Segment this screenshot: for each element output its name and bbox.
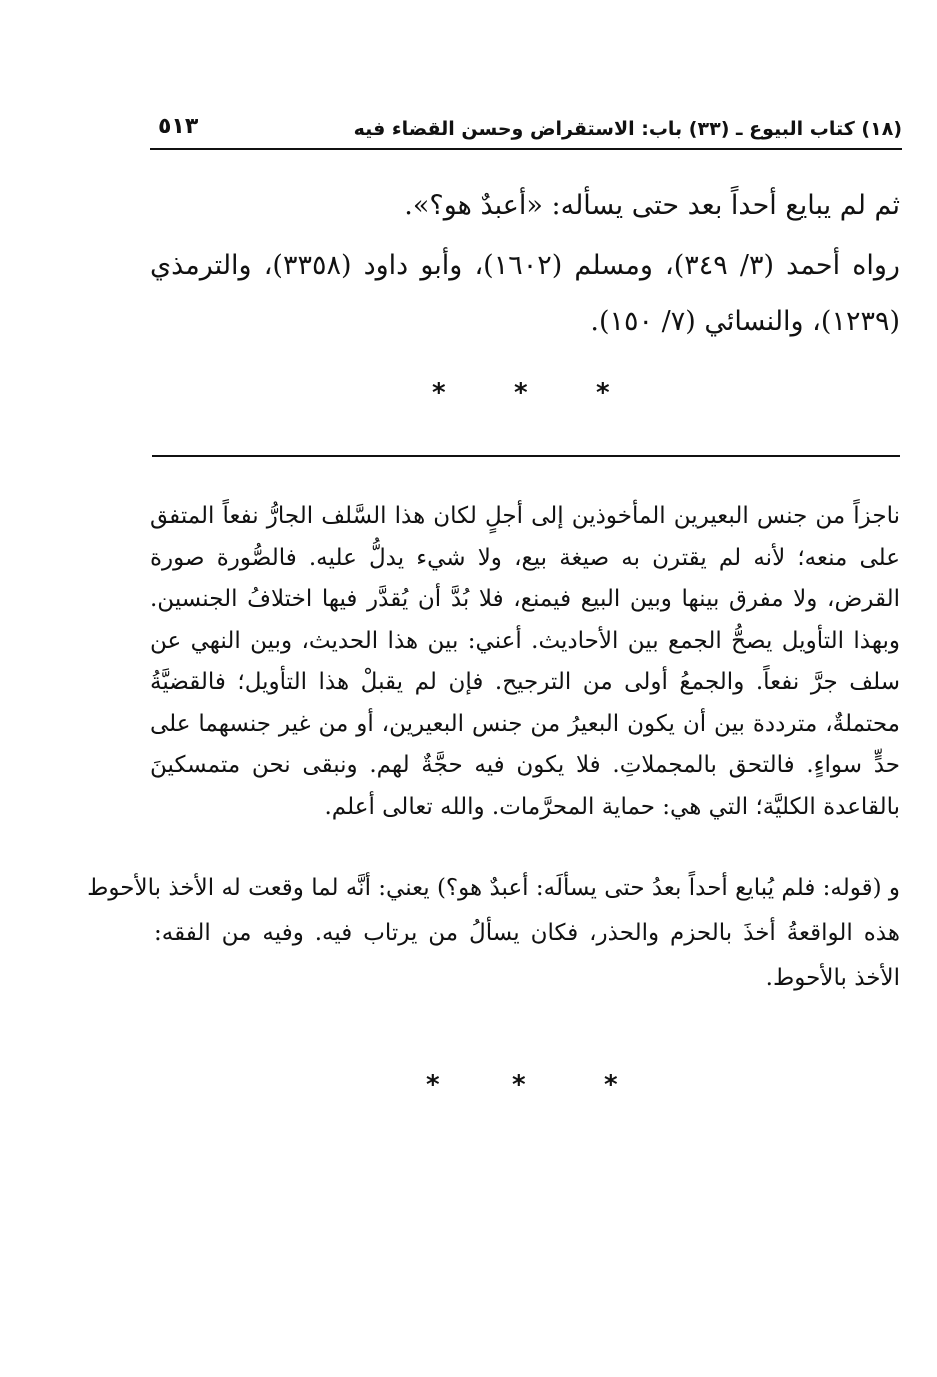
separator-star: * xyxy=(426,1070,440,1100)
hadith-section xyxy=(150,178,900,350)
commentary-section xyxy=(150,496,900,828)
commentary-paragraph-lead: و (قوله: فلم يُبايع أحداً بعدُ حتى يسألَه: أعبدٌ هو؟) يعني: أنَّه لما وقعت له الأخذ بالأحوط xyxy=(87,875,900,901)
header-title: (١٨) كتاب البيوع ـ (٣٣) باب: الاستقراض وحسن القضاء فيه xyxy=(353,118,902,140)
page-number: ٥١٣ xyxy=(158,114,199,139)
commentary-section-2 xyxy=(24,866,900,1001)
commentary-paragraph-rest: هذه الواقعةُ أخذَ بالحزم والحذر، فكان يسألُ من يرتاب فيه. وفيه من الفقه: الأخذ بالأحوط. xyxy=(154,920,900,991)
separator-star: * xyxy=(604,1070,618,1100)
hadith-takhrij: رواه أحمد (٣/ ٣٤٩)، ومسلم (١٦٠٢)، وأبو داود (٣٣٥٨)، والترمذي (١٢٣٩)، والنسائي (٧/ ١٥٠). xyxy=(150,250,900,337)
separator-star: * xyxy=(514,378,528,408)
text-divider-line xyxy=(152,455,900,457)
separator-star: * xyxy=(596,378,610,408)
separator-star: * xyxy=(512,1070,526,1100)
commentary-paragraph: ناجزاً من جنس البعيرين المأخوذين إلى أجلٍ لكان هذا السَّلف الجارُّ نفعاً المتفق على منعه؛ لأنه لم يقترن به صيغة بيع، ولا شيء يدلُّ عليه. فالصُّورة صورة القرض، ولا مفرق بينها وبين البيع فيمنع، فلا بُدَّ أن يُقدَّر فيها اختلافُ الجنسين. وبهذا التأويل يصحُّ الجمع بين الأحاديث. أعني: بين هذا الحديث، وبين النهي عن سلف جرَّ نفعاً. والجمعُ أولى من الترجيح. فإن لم يقبلْ هذا التأويل؛ فالقضيَّةُ محتملةٌ، مترددة بين أن يكون البعيرُ من جنس البعيرين، أو من غير جنسهما على حدٍّ سواءٍ. فالتحق بالمجملاتِ. فلا يكون فيه حجَّةٌ لهم. ونبقى نحن متمسكينَ بالقاعدة الكليَّة؛ التي هي: حماية المحرَّمات. والله تعالى أعلم. xyxy=(150,503,900,820)
section-separator-top xyxy=(0,378,937,408)
hadith-text: ثم لم يبايع أحداً بعد حتى يسأله: «أعبدٌ هو؟». xyxy=(404,190,900,221)
section-separator-bottom xyxy=(0,1070,937,1100)
running-header xyxy=(150,112,902,150)
separator-star: * xyxy=(432,378,446,408)
